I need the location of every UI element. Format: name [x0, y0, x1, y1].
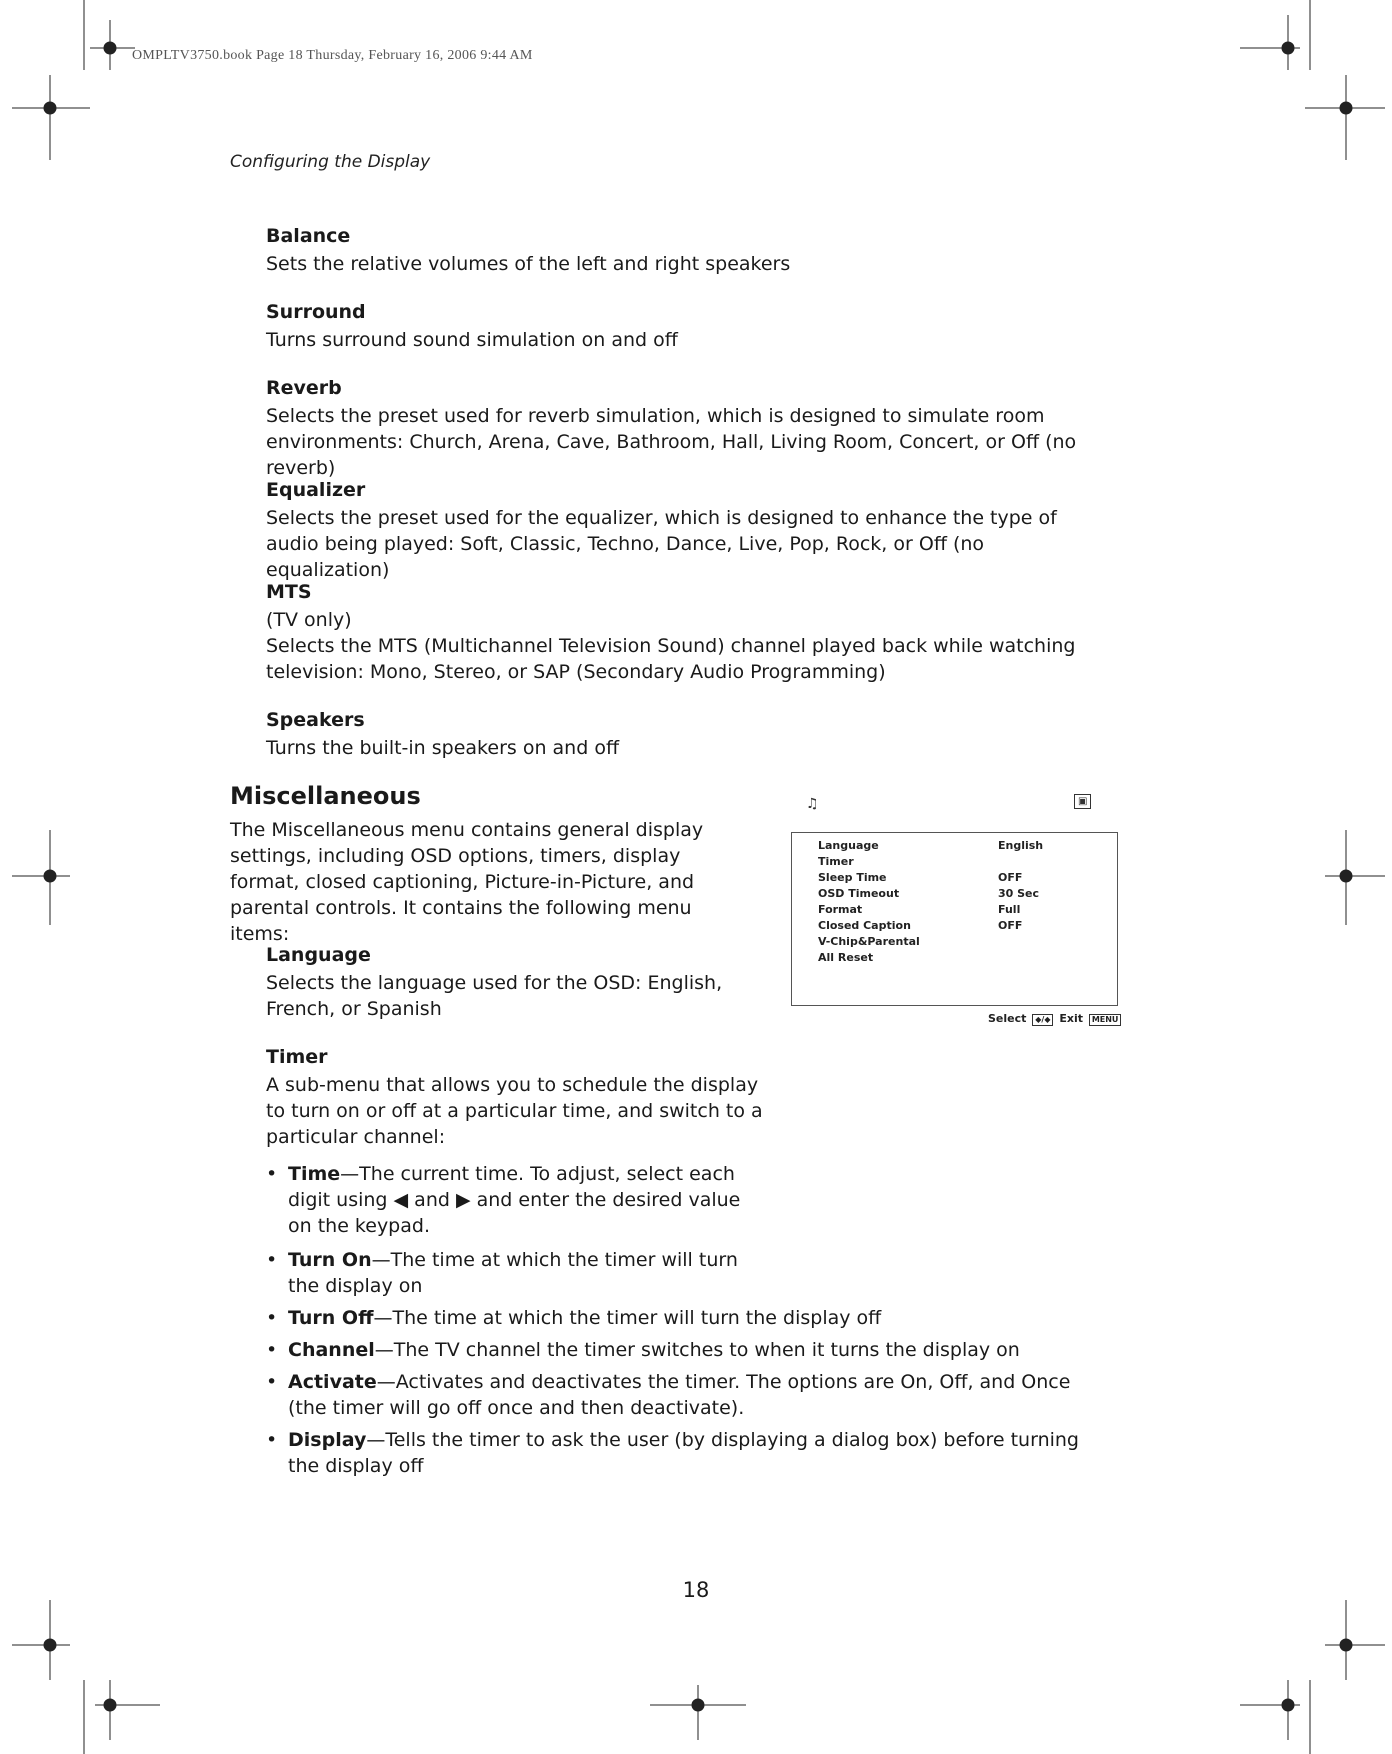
- item-desc: Selects the preset used for reverb simulation, which is designed to simulate room environments: Church, Arena, Cave, Bathroom, Hall, Living Room, Concert, or Off (no reverb): [266, 405, 1077, 479]
- item-title: Timer: [266, 1046, 328, 1068]
- item-title: MTS: [266, 581, 312, 603]
- section-heading: Miscellaneous: [230, 782, 421, 810]
- item-desc: Turns surround sound simulation on and off: [266, 329, 678, 351]
- audio-item-equalizer: [266, 479, 1146, 583]
- bullet-term: Activate: [288, 1371, 377, 1393]
- bullet-text: —Activates and deactivates the timer. The options are On, Off, and Once (the timer will go off once and then deactivate).: [288, 1371, 1071, 1419]
- audio-item-balance: [266, 225, 1146, 277]
- osd-row: Closed Caption OFF: [818, 919, 1023, 932]
- list-item: • Display—Tells the timer to ask the user (by displaying a dialog box) before turning the display off: [266, 1429, 1079, 1477]
- running-head: Configuring the Display: [230, 152, 431, 172]
- print-header: OMPLTV3750.book Page 18 Thursday, February 16, 2006 9:44 AM: [132, 48, 533, 63]
- list-item: • Channel—The TV channel the timer switches to when it turns the display on: [266, 1339, 1020, 1361]
- audio-item-speakers: [266, 709, 1146, 761]
- osd-row: Timer: [818, 855, 854, 868]
- bullet-term: Display: [288, 1429, 367, 1451]
- bullet-term: Turn Off: [288, 1307, 374, 1329]
- bullet-text: —Tells the timer to ask the user (by displaying a dialog box) before turning the display off: [288, 1429, 1079, 1477]
- osd-menu-panel: [791, 832, 1118, 1006]
- audio-item-reverb: [266, 377, 1146, 481]
- misc-item-timer: [266, 1046, 766, 1150]
- sound-icon: ♫: [806, 796, 819, 812]
- misc-intro: The Miscellaneous menu contains general display settings, including OSD options, timers, display format, closed captioning, Picture-in-Picture, and parental controls. It contains the following menu items:: [230, 819, 704, 945]
- item-desc: Sets the relative volumes of the left and right speakers: [266, 253, 791, 275]
- bullet-text: —The time at which the timer will turn the display on: [288, 1249, 738, 1297]
- menu-key-icon: MENU: [1089, 1014, 1122, 1026]
- item-desc: A sub-menu that allows you to schedule the display to turn on or off at a particular time, and switch to a particular channel:: [266, 1074, 763, 1148]
- misc-icon: ▣: [1074, 794, 1091, 809]
- item-note: (TV only): [266, 609, 352, 631]
- item-title: Surround: [266, 301, 366, 323]
- list-item: • Activate—Activates and deactivates the timer. The options are On, Off, and Once (the timer will go off once and then deactivate).: [266, 1371, 1071, 1419]
- osd-row: All Reset: [818, 951, 874, 964]
- item-desc: Selects the MTS (Multichannel Television Sound) channel played back while watching television: Mono, Stereo, or SAP (Secondary Audio Programming): [266, 635, 1076, 683]
- bullet-text: —The time at which the timer will turn the display off: [373, 1307, 882, 1329]
- bullet-term: Channel: [288, 1339, 375, 1361]
- item-title: Speakers: [266, 709, 365, 731]
- bullet-text: —The current time. To adjust, select each digit using ◀ and ▶ and enter the desired value on the keypad.: [288, 1163, 741, 1237]
- bullet-term: Turn On: [288, 1249, 372, 1271]
- item-desc: Turns the built-in speakers on and off: [266, 737, 620, 759]
- osd-row: Sleep Time OFF: [818, 871, 1023, 884]
- item-desc: Selects the language used for the OSD: English, French, or Spanish: [266, 972, 723, 1020]
- misc-item-language: [266, 944, 726, 1022]
- item-title: Equalizer: [266, 479, 366, 501]
- item-desc: Selects the preset used for the equalizer, which is designed to enhance the type of audio being played: Soft, Classic, Techno, Dance, Live, Pop, Rock, or Off (no equalization): [266, 507, 1057, 581]
- osd-row: V-Chip&Parental: [818, 935, 920, 948]
- osd-row: Language English: [818, 839, 1044, 852]
- osd-row: OSD Timeout 30 Sec: [818, 887, 1040, 900]
- page-number: 18: [682, 1578, 710, 1602]
- bullet-text: —The TV channel the timer switches to when it turns the display on: [374, 1339, 1020, 1361]
- osd-footer: [988, 1012, 1123, 1026]
- timer-bullet-list: [266, 1161, 1126, 1491]
- select-key-icon: ◆/◆: [1032, 1014, 1053, 1026]
- item-title: Reverb: [266, 377, 342, 399]
- bullet-term: Time: [288, 1163, 341, 1185]
- osd-select-label: Select: [988, 1012, 1027, 1025]
- list-item: • Time—The current time. To adjust, select each digit using ◀ and ▶ and enter the desired value on the keypad.: [266, 1163, 741, 1237]
- osd-row: Format Full: [818, 903, 1021, 916]
- audio-item-mts: [266, 581, 1146, 685]
- list-item: • Turn On—The time at which the timer will turn the display on: [266, 1249, 738, 1297]
- list-item: • Turn Off—The time at which the timer will turn the display off: [266, 1307, 882, 1329]
- audio-item-surround: [266, 301, 1146, 353]
- osd-exit-label: Exit: [1059, 1012, 1083, 1025]
- item-title: Balance: [266, 225, 351, 247]
- item-title: Language: [266, 944, 371, 966]
